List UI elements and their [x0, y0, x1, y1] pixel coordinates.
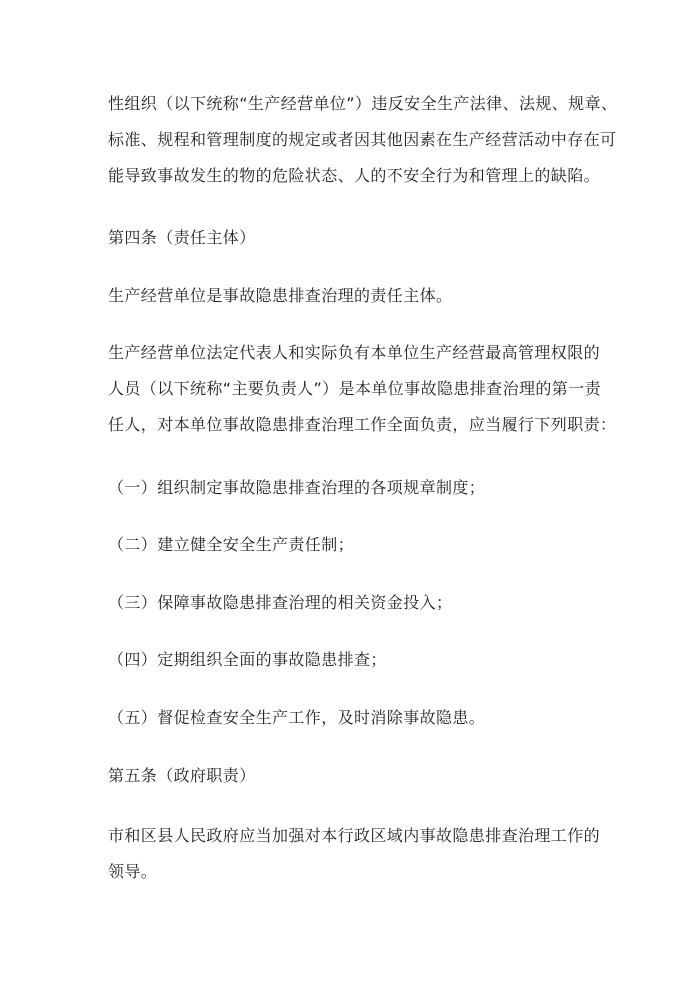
intro-paragraph — [108, 86, 618, 194]
duty-item-2: （二）建立健全安全生产责任制； — [108, 535, 355, 554]
article-5-heading: 第五条（政府职责） — [108, 766, 256, 785]
article-5-paragraph — [108, 818, 608, 890]
text-line: 生产经营单位法定代表人和实际负有本单位生产经营最高管理权限的 — [108, 343, 601, 362]
article-4-paragraph-1: 生产经营单位是事故隐患排查治理的责任主体。 — [108, 286, 453, 305]
text-line: 标准、规程和管理制度的规定或者因其他因素在生产经营活动中存在可 — [108, 130, 617, 149]
duty-item-4: （四）定期组织全面的事故隐患排查； — [108, 650, 387, 669]
duty-item-1: （一）组织制定事故隐患排查治理的各项规章制度； — [108, 478, 486, 497]
article-4-paragraph-2 — [108, 335, 617, 443]
article-4-heading: 第四条（责任主体） — [108, 228, 256, 247]
duty-item-5: （五）督促检查安全生产工作，及时消除事故隐患。 — [108, 708, 486, 727]
text-line: 任人，对本单位事故隐患排查治理工作全面负责，应当履行下列职责： — [108, 415, 617, 434]
duty-item-3: （三）保障事故隐患排查治理的相关资金投入； — [108, 593, 453, 612]
text-line: 市和区县人民政府应当加强对本行政区域内事故隐患排查治理工作的 — [108, 826, 601, 845]
text-line: 能导致事故发生的物的危险状态、人的不安全行为和管理上的缺陷。 — [108, 166, 601, 185]
text-line: 性组织（以下统称“生产经营单位”）违反安全生产法律、法规、规章、 — [108, 94, 618, 113]
text-line: 领导。 — [108, 862, 158, 881]
text-line: 人员（以下统称“主要负责人”）是本单位事故隐患排查治理的第一责 — [108, 379, 601, 398]
